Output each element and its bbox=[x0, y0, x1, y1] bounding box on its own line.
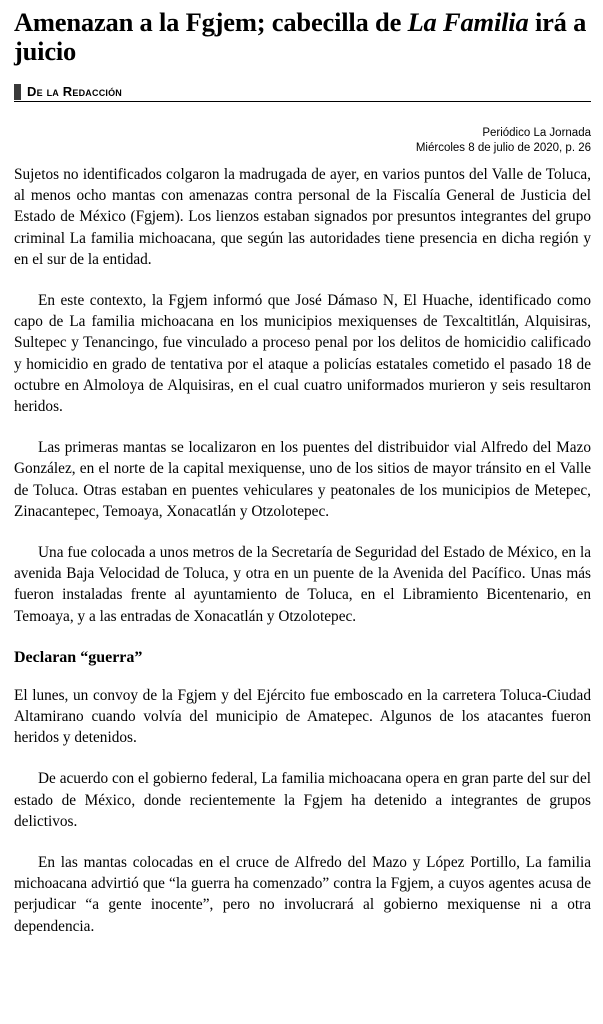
paragraph: En este contexto, la Fgjem informó que José Dámaso N, El Huache, identificado como capo de La familia michoacana en los municipios mexiquenses de Texcaltitlán, Alquisiras, Sultepec y Tenancingo, fue vinculado a proceso penal por los delitos de homicidio calificado y homicidio en grado de tentativa por el ataque a policías estatales cometido el pasado 18 de octubre en Almoloya de Alquisiras, en el cual cuatro uniformados murieron y seis resultaron heridos. bbox=[14, 292, 591, 416]
paragraph: Sujetos no identificados colgaron la madrugada de ayer, en varios puntos del Valle de Toluca, al menos ocho mantas con amenazas contra personal de la Fiscalía General de Justicia del Estado de México (Fgjem). Los lienzos estaban signados por presuntos integrantes del grupo criminal La familia michoacana, que según las autoridades tiene presencia en dicha región y en el sur de la entidad. bbox=[14, 166, 591, 268]
subheading: Declaran “guerra” bbox=[14, 648, 143, 666]
headline-text-start: Amenazan a la Fgjem; cabecilla de bbox=[14, 7, 408, 37]
headline-text-end: irá a juicio bbox=[14, 7, 587, 66]
paragraph: Las primeras mantas se localizaron en los puentes del distribuidor vial Alfredo del Mazo González, en el norte de la capital mexiquense, uno de los sitios de mayor tránsito en el Valle de Toluca. Otras estaban en puentes vehiculares y peatonales de los municipios de Metepec, Zinacantepec, Temoaya, Xonacatlán y Otzolotepec. bbox=[14, 439, 591, 520]
headline-italic-text: La Familia bbox=[407, 7, 529, 37]
byline-marker bbox=[14, 84, 21, 100]
paragraph: En las mantas colocadas en el cruce de Alfredo del Mazo y López Portillo, La familia michoacana advirtió que “la guerra ha comenzado” contra la Fgjem, a cuyos agentes acusa de perjudicar “a gente inocente”, pero no involucrará al gobierno mexiquense ni a otra dependencia. bbox=[14, 854, 591, 935]
paragraph: El lunes, un convoy de la Fgjem y del Ejército fue emboscado en la carretera Toluca-Ciudad Altamirano cuando volvía del municipio de Amatepec. Algunos de los atacantes fueron heridos y detenidos. bbox=[14, 686, 591, 747]
source-name: Periódico La Jornada bbox=[482, 127, 591, 139]
headline bbox=[14, 8, 594, 66]
byline-text: De la Redacción bbox=[27, 84, 123, 99]
article-body bbox=[14, 164, 591, 957]
source-credit bbox=[416, 126, 591, 156]
source-date: Miércoles 8 de julio de 2020, p. 26 bbox=[415, 142, 591, 154]
paragraph: Una fue colocada a unos metros de la Secretaría de Seguridad del Estado de México, en la avenida Baja Velocidad de Toluca, y otra en un puente de la Avenida del Pacífico. Unas más fueron instaladas frente al ayuntamiento de Toluca, en el Libramiento Bicentenario, en Temoaya, y a las entradas de Xonacatlán y Otzolotepec. bbox=[14, 544, 591, 625]
byline bbox=[14, 83, 591, 102]
paragraph: De acuerdo con el gobierno federal, La familia michoacana opera en gran parte del sur del estado de México, donde recientemente la Fgjem ha detenido a integrantes de grupos delictivos. bbox=[14, 770, 591, 830]
